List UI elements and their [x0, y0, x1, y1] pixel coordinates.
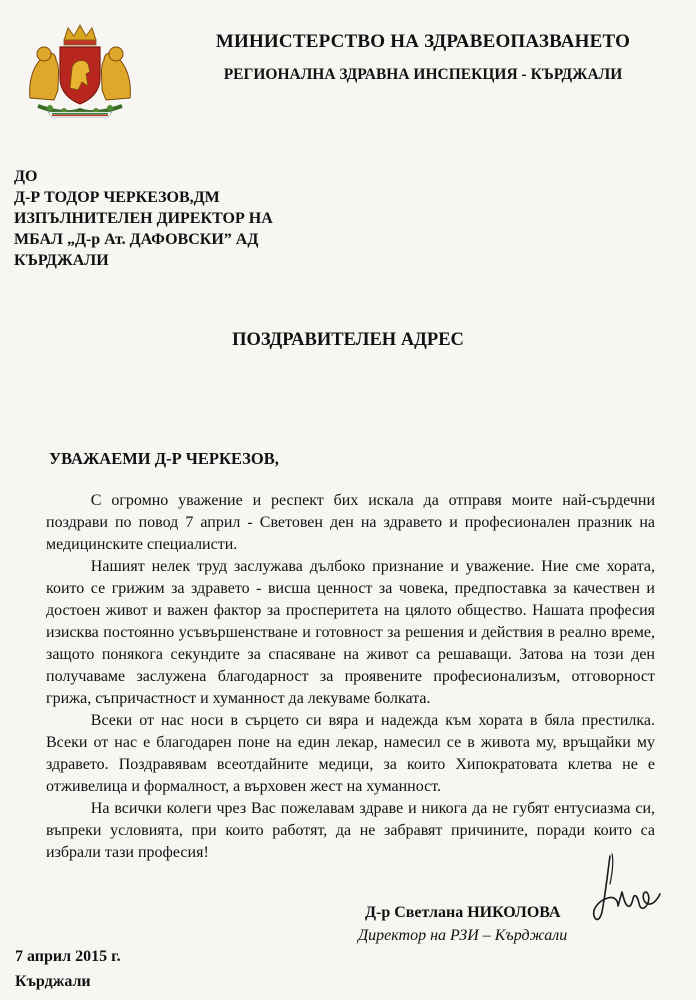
addressee-line: КЪРДЖАЛИ	[14, 252, 109, 269]
ministry-heading: МИНИСТЕРСТВО НА ЗДРАВЕОПАЗВАНЕТО	[215, 31, 631, 52]
addressee-line: МБАЛ „Д-р Ат. ДАФОВСКИ” АД	[14, 231, 259, 248]
body-paragraph: Всеки от нас носи в сърцето си вяра и надежда към хората в бяла престилка. Всеки от нас е благодарен поне на един лекар, намесил се в живота му, връщайки му здравето. Поздравявам всеотдайните медици, за които Хипократовата клетва не е отживелица и формалност, а върховен жест на хуманност.	[46, 712, 655, 795]
body-paragraph: С огромно уважение и респект бих искала да отправя моите най-сърдечни поздрави по повод 7 април - Световен ден на здравето и професионален празник на медицинските специалисти.	[46, 492, 655, 553]
inspection-heading: РЕГИОНАЛНА ЗДРАВНА ИНСПЕКЦИЯ - КЪРДЖАЛИ	[223, 66, 623, 83]
addressee-block	[14, 166, 273, 271]
coat-of-arms-icon	[20, 20, 140, 118]
addressee-line: ДО	[14, 168, 38, 185]
letter-date: 7 април 2015 г.	[15, 948, 121, 965]
body-paragraph: Нашият нелек труд заслужава дълбоко признание и уважение. Ние сме хората, които се грижим за здравето - висша ценност за човека, предпоставка за качествен и достоен живот и важен фактор за просперитета на цялото общество. Нашата професия изисква постоянно усъвършенстване и готовност за решения и действия в реално време, защото понякога секундите за спасяване на живот са решаващи. Затова на този ден получаваме заслужена благодарност за проявените професионализъм, отговорност грижа, съпричастност и хуманност да лекуваме болката.	[46, 558, 655, 707]
date-place-block	[15, 944, 121, 994]
letter-place: Кърджали	[15, 973, 91, 990]
addressee-line: ИЗПЪЛНИТЕЛЕН ДИРЕКТОР НА	[14, 210, 273, 227]
document-title: ПОЗДРАВИТЕЛЕН АДРЕС	[232, 330, 464, 350]
letter-body	[46, 490, 655, 864]
handwritten-signature	[588, 850, 663, 930]
body-paragraph: На всички колеги чрез Вас пожелавам здраве и никога да не губят ентусиазма си, въпреки условията, при които работят, да не забравят причините, поради които са избрали тази професия!	[46, 800, 655, 861]
signatory-role: Директор на РЗИ – Кърджали	[358, 927, 568, 944]
signatory-name: Д-р Светлана НИКОЛОВА	[365, 904, 561, 921]
salutation: УВАЖАЕМИ Д-Р ЧЕРКЕЗОВ,	[49, 449, 279, 468]
addressee-line: Д-Р ТОДОР ЧЕРКЕЗОВ,ДМ	[14, 189, 220, 206]
